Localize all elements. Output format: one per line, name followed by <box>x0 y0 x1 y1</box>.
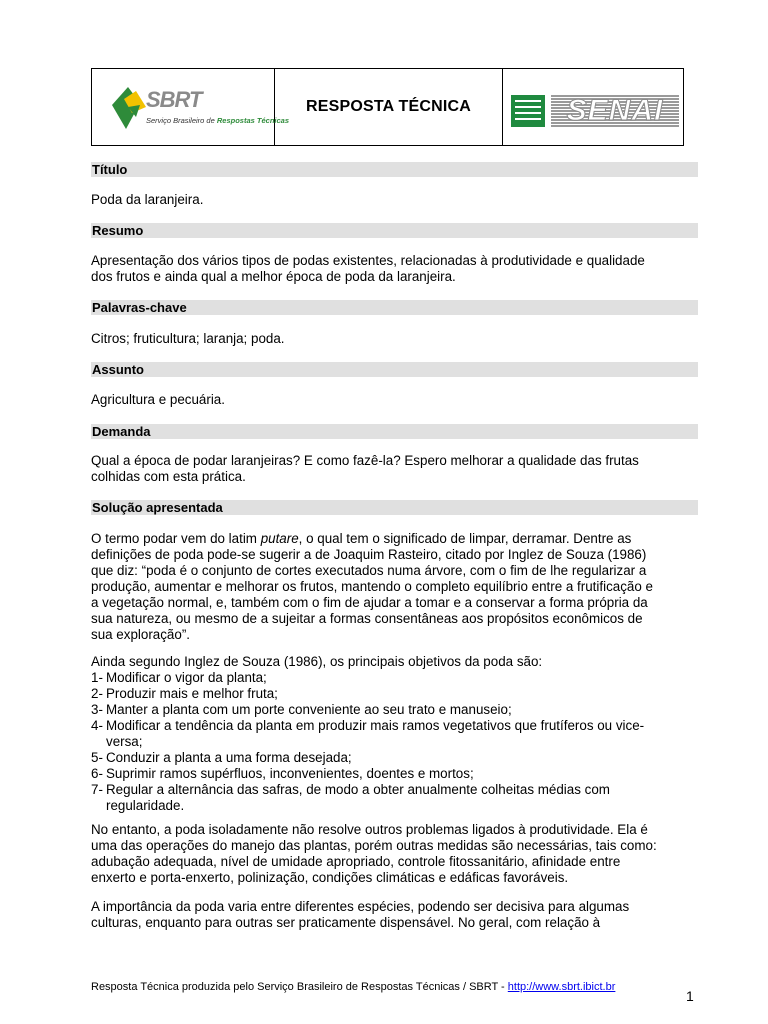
objectives-list <box>91 670 691 814</box>
footer-link[interactable]: http://www.sbrt.ibict.br <box>507 981 616 993</box>
list-item: 4- Modificar a tendência da planta em produzir mais ramos vegetativos que frutíferos ou vice- versa; <box>91 718 645 749</box>
page-number: 1 <box>686 988 694 1004</box>
footer-text: Resposta Técnica produzida pelo Serviço Brasileiro de Respostas Técnicas / SBRT - <box>91 981 508 993</box>
sbrt-mark-icon <box>110 83 150 133</box>
senai-logo-text: SENAI <box>551 95 679 127</box>
section-heading-resumo: Resumo <box>91 223 698 238</box>
section-heading-demanda: Demanda <box>91 424 698 439</box>
list-item: 2- Produzir mais e melhor fruta; <box>91 686 278 701</box>
solucao-objectives-intro: Ainda segundo Inglez de Souza (1986), os principais objetivos da poda são: <box>91 654 543 669</box>
header-table <box>91 68 684 146</box>
section-heading-assunto: Assunto <box>91 362 698 377</box>
sbrt-logo-subtitle: Serviço Brasileiro de Respostas Técnicas <box>146 116 289 125</box>
assunto-text: Agricultura e pecuária. <box>91 392 225 407</box>
palavras-chave-text: Citros; fruticultura; laranja; poda. <box>91 331 285 346</box>
resumo-text: Apresentação dos vários tipos de podas existentes, relacionadas à produtividade e qualidade dos frutos e ainda qual a melhor época de poda da laranjeira. <box>91 253 645 284</box>
senai-logo-cell <box>503 69 683 145</box>
senai-badge-icon <box>511 95 545 127</box>
section-heading-solucao: Solução apresentada <box>91 500 698 515</box>
section-heading-palavras-chave: Palavras-chave <box>91 300 698 315</box>
solucao-paragraph-4: A importância da poda varia entre diferentes espécies, podendo ser decisiva para algumas culturas, enquanto para outras ser praticamente dispensável. No geral, com relação à <box>91 899 630 930</box>
demanda-text: Qual a época de podar laranjeiras? E como fazê-la? Espero melhorar a qualidade das frutas colhidas com esta prática. <box>91 453 639 484</box>
titulo-text: Poda da laranjeira. <box>91 192 204 207</box>
list-item: 1- Modificar o vigor da planta; <box>91 670 267 685</box>
solucao-paragraph-3: No entanto, a poda isoladamente não resolve outros problemas ligados à produtividade. Ela é uma das operações do manejo das plantas, porém outras medidas são necessárias, tais como: adubação adequada, nível de umidade apropriado, controle fitossanitário, afinidade entre enxerto e porta-enxerto, polinização, condições climáticas e edáficas favoráveis. <box>91 822 657 885</box>
list-item: 6- Suprimir ramos supérfluos, inconvenientes, doentes e mortos; <box>91 766 474 781</box>
sbrt-logo-text: SBRT <box>146 87 202 112</box>
sbrt-logo <box>110 83 289 133</box>
senai-logo <box>511 95 679 129</box>
title-cell <box>275 69 503 145</box>
section-heading-titulo: Título <box>91 162 698 177</box>
list-item: 7- Regular a alternância das safras, de modo a obter anualmente colheitas médias com regularidade. <box>91 782 610 813</box>
page-footer <box>91 981 615 993</box>
list-item: 5- Conduzir a planta a uma forma desejada; <box>91 750 352 765</box>
sbrt-logo-cell <box>92 69 289 145</box>
list-item: 3- Manter a planta com um porte conveniente ao seu trato e manuseio; <box>91 702 512 717</box>
solucao-paragraph-1: O termo podar vem do latim putare, o qual tem o significado de limpar, derramar. Dentre as definições de poda pode-se sugerir a de Joaquim Rasteiro, citado por Inglez de Souza (1986) que diz: “poda é o conjunto de cortes executados numa árvore, com o fim de lhe regularizar a produção, aumentar e melhorar os frutos, mantendo o completo equilíbrio entre a frutificação e a vegetação normal, e, também com o fim de ajudar a tomar e a conservar a forma própria da sua natureza, ou mesmo de a sujeitar a formas consentâneas aos propósitos econômicos de sua exploração”. <box>91 531 653 642</box>
page-title: RESPOSTA TÉCNICA <box>306 98 471 115</box>
